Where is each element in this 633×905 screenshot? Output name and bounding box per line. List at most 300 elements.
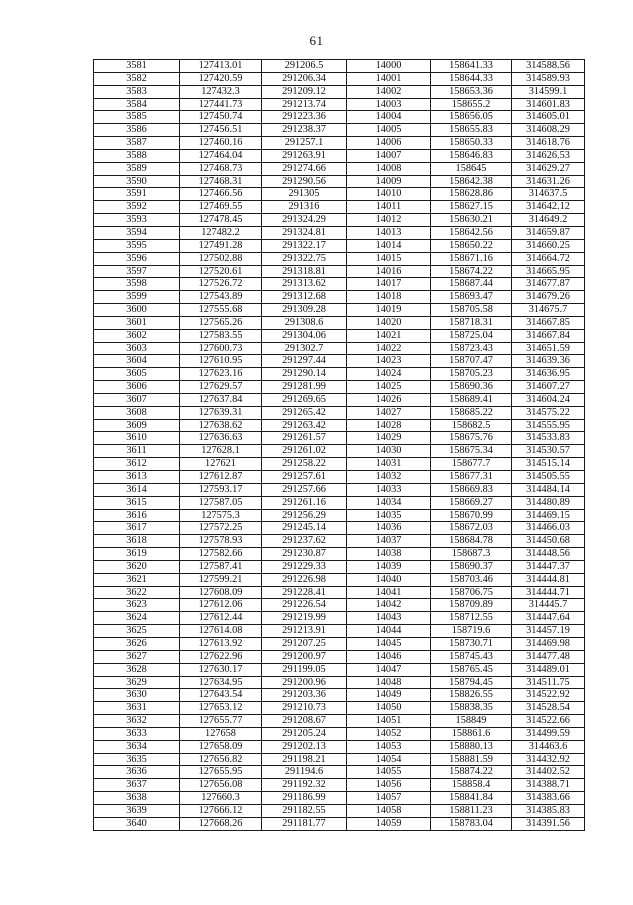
coord-x-a-cell: 127630.17 xyxy=(180,663,262,676)
coord-x-b-cell: 158693.47 xyxy=(431,291,512,304)
coord-y-a-cell: 291257.61 xyxy=(262,471,347,484)
coord-x-a-cell: 127655.95 xyxy=(180,766,262,779)
table-row xyxy=(94,291,585,304)
coord-x-a-cell: 127555.68 xyxy=(180,304,262,317)
coord-y-b-cell: 314466.03 xyxy=(512,522,585,535)
table-row xyxy=(94,188,585,201)
table-row xyxy=(94,663,585,676)
point-number-a-cell: 3636 xyxy=(94,766,180,779)
point-number-b-cell: 14007 xyxy=(347,149,431,162)
coord-y-a-cell: 291229.33 xyxy=(262,560,347,573)
point-number-a-cell: 3612 xyxy=(94,458,180,471)
coord-x-b-cell: 158838.35 xyxy=(431,702,512,715)
coord-y-b-cell: 314447.37 xyxy=(512,560,585,573)
table-row xyxy=(94,329,585,342)
coord-y-a-cell: 291207.25 xyxy=(262,637,347,650)
coord-x-b-cell: 158646.83 xyxy=(431,149,512,162)
point-number-b-cell: 14026 xyxy=(347,393,431,406)
table-row xyxy=(94,111,585,124)
coord-x-a-cell: 127638.62 xyxy=(180,419,262,432)
coord-y-a-cell: 291194.6 xyxy=(262,766,347,779)
coord-x-b-cell: 158709.89 xyxy=(431,599,512,612)
coord-x-a-cell: 127464.04 xyxy=(180,149,262,162)
point-number-a-cell: 3595 xyxy=(94,239,180,252)
point-number-b-cell: 14017 xyxy=(347,278,431,291)
coord-x-b-cell: 158685.22 xyxy=(431,406,512,419)
point-number-b-cell: 14010 xyxy=(347,188,431,201)
coord-y-a-cell: 291209.12 xyxy=(262,85,347,98)
coord-y-a-cell: 291263.91 xyxy=(262,149,347,162)
coord-x-b-cell: 158841.84 xyxy=(431,792,512,805)
point-number-a-cell: 3597 xyxy=(94,265,180,278)
point-number-b-cell: 14054 xyxy=(347,753,431,766)
point-number-a-cell: 3599 xyxy=(94,291,180,304)
coord-x-a-cell: 127582.66 xyxy=(180,548,262,561)
coord-x-b-cell: 158641.33 xyxy=(431,60,512,73)
point-number-b-cell: 14001 xyxy=(347,72,431,85)
point-number-a-cell: 3640 xyxy=(94,817,180,830)
coord-x-b-cell: 158826.55 xyxy=(431,689,512,702)
point-number-a-cell: 3628 xyxy=(94,663,180,676)
point-number-b-cell: 14005 xyxy=(347,124,431,137)
coord-x-a-cell: 127468.73 xyxy=(180,162,262,175)
point-number-b-cell: 14057 xyxy=(347,792,431,805)
point-number-a-cell: 3617 xyxy=(94,522,180,535)
coord-y-b-cell: 314599.1 xyxy=(512,85,585,98)
coord-y-b-cell: 314477.48 xyxy=(512,650,585,663)
table-row xyxy=(94,278,585,291)
table-row xyxy=(94,214,585,227)
coord-x-b-cell: 158690.37 xyxy=(431,560,512,573)
table-row xyxy=(94,381,585,394)
table-row xyxy=(94,740,585,753)
coord-y-a-cell: 291182.55 xyxy=(262,804,347,817)
coord-y-b-cell: 314604.24 xyxy=(512,393,585,406)
coord-y-b-cell: 314626.53 xyxy=(512,149,585,162)
coord-y-a-cell: 291228.41 xyxy=(262,586,347,599)
coord-x-a-cell: 127587.05 xyxy=(180,496,262,509)
coord-x-a-cell: 127666.12 xyxy=(180,804,262,817)
point-number-b-cell: 14051 xyxy=(347,715,431,728)
point-number-a-cell: 3638 xyxy=(94,792,180,805)
point-number-b-cell: 14022 xyxy=(347,342,431,355)
coord-y-a-cell: 291210.73 xyxy=(262,702,347,715)
coord-x-b-cell: 158630.21 xyxy=(431,214,512,227)
coord-y-b-cell: 314659.87 xyxy=(512,226,585,239)
table-row xyxy=(94,471,585,484)
table-row xyxy=(94,406,585,419)
point-number-a-cell: 3591 xyxy=(94,188,180,201)
coord-y-a-cell: 291261.16 xyxy=(262,496,347,509)
coord-x-a-cell: 127583.55 xyxy=(180,329,262,342)
point-number-b-cell: 14059 xyxy=(347,817,431,830)
point-number-a-cell: 3609 xyxy=(94,419,180,432)
point-number-b-cell: 14019 xyxy=(347,304,431,317)
coord-x-a-cell: 127634.95 xyxy=(180,676,262,689)
point-number-a-cell: 3621 xyxy=(94,573,180,586)
coord-y-b-cell: 314505.55 xyxy=(512,471,585,484)
coord-x-b-cell: 158687.3 xyxy=(431,548,512,561)
point-number-a-cell: 3586 xyxy=(94,124,180,137)
coord-y-b-cell: 314607.27 xyxy=(512,381,585,394)
point-number-a-cell: 3594 xyxy=(94,226,180,239)
coord-x-a-cell: 127593.17 xyxy=(180,483,262,496)
point-number-b-cell: 14023 xyxy=(347,355,431,368)
coord-y-a-cell: 291208.67 xyxy=(262,715,347,728)
coord-y-a-cell: 291223.36 xyxy=(262,111,347,124)
coord-x-b-cell: 158880.13 xyxy=(431,740,512,753)
point-number-b-cell: 14043 xyxy=(347,612,431,625)
table-row xyxy=(94,715,585,728)
coord-y-a-cell: 291316 xyxy=(262,201,347,214)
coord-y-a-cell: 291206.34 xyxy=(262,72,347,85)
coord-x-b-cell: 158765.45 xyxy=(431,663,512,676)
point-number-a-cell: 3598 xyxy=(94,278,180,291)
point-number-a-cell: 3582 xyxy=(94,72,180,85)
coord-x-b-cell: 158858.4 xyxy=(431,779,512,792)
table-row xyxy=(94,85,585,98)
point-number-a-cell: 3606 xyxy=(94,381,180,394)
point-number-a-cell: 3616 xyxy=(94,509,180,522)
table-row xyxy=(94,98,585,111)
point-number-b-cell: 14000 xyxy=(347,60,431,73)
point-number-a-cell: 3632 xyxy=(94,715,180,728)
coord-y-b-cell: 314402.52 xyxy=(512,766,585,779)
point-number-a-cell: 3626 xyxy=(94,637,180,650)
coord-y-b-cell: 314530.57 xyxy=(512,445,585,458)
table-row xyxy=(94,548,585,561)
coord-x-a-cell: 127612.06 xyxy=(180,599,262,612)
coord-x-b-cell: 158705.58 xyxy=(431,304,512,317)
coord-x-a-cell: 127468.31 xyxy=(180,175,262,188)
table-row xyxy=(94,162,585,175)
point-number-b-cell: 14014 xyxy=(347,239,431,252)
point-number-b-cell: 14024 xyxy=(347,368,431,381)
coord-y-b-cell: 314447.64 xyxy=(512,612,585,625)
point-number-a-cell: 3593 xyxy=(94,214,180,227)
point-number-a-cell: 3639 xyxy=(94,804,180,817)
table-row xyxy=(94,560,585,573)
coord-y-a-cell: 291198.21 xyxy=(262,753,347,766)
point-number-a-cell: 3630 xyxy=(94,689,180,702)
coord-y-a-cell: 291261.57 xyxy=(262,432,347,445)
coord-x-b-cell: 158670.99 xyxy=(431,509,512,522)
table-row xyxy=(94,72,585,85)
coord-x-a-cell: 127622.96 xyxy=(180,650,262,663)
coord-x-a-cell: 127575.3 xyxy=(180,509,262,522)
point-number-a-cell: 3618 xyxy=(94,535,180,548)
point-number-b-cell: 14012 xyxy=(347,214,431,227)
coord-y-b-cell: 314463.6 xyxy=(512,740,585,753)
table-row xyxy=(94,702,585,715)
point-number-a-cell: 3631 xyxy=(94,702,180,715)
coord-x-b-cell: 158783.04 xyxy=(431,817,512,830)
coord-x-a-cell: 127450.74 xyxy=(180,111,262,124)
point-number-b-cell: 14031 xyxy=(347,458,431,471)
coord-y-b-cell: 314575.22 xyxy=(512,406,585,419)
point-number-a-cell: 3629 xyxy=(94,676,180,689)
coord-x-a-cell: 127656.08 xyxy=(180,779,262,792)
table-row xyxy=(94,316,585,329)
coord-y-b-cell: 314450.68 xyxy=(512,535,585,548)
coord-y-b-cell: 314637.5 xyxy=(512,188,585,201)
coord-y-b-cell: 314588.56 xyxy=(512,60,585,73)
coord-y-a-cell: 291322.17 xyxy=(262,239,347,252)
point-number-b-cell: 14048 xyxy=(347,676,431,689)
point-number-a-cell: 3596 xyxy=(94,252,180,265)
coord-x-a-cell: 127608.09 xyxy=(180,586,262,599)
table-row xyxy=(94,689,585,702)
point-number-b-cell: 14027 xyxy=(347,406,431,419)
coord-y-b-cell: 314385.83 xyxy=(512,804,585,817)
coord-y-b-cell: 314605.01 xyxy=(512,111,585,124)
coord-x-a-cell: 127599.21 xyxy=(180,573,262,586)
coord-y-b-cell: 314499.59 xyxy=(512,727,585,740)
coord-y-b-cell: 314432.92 xyxy=(512,753,585,766)
coord-y-b-cell: 314639.36 xyxy=(512,355,585,368)
coord-x-a-cell: 127612.44 xyxy=(180,612,262,625)
table-row xyxy=(94,522,585,535)
coord-x-b-cell: 158672.03 xyxy=(431,522,512,535)
coord-y-b-cell: 314391.56 xyxy=(512,817,585,830)
coord-x-b-cell: 158669.83 xyxy=(431,483,512,496)
point-number-a-cell: 3611 xyxy=(94,445,180,458)
point-number-b-cell: 14030 xyxy=(347,445,431,458)
coord-x-b-cell: 158684.78 xyxy=(431,535,512,548)
coord-y-a-cell: 291263.42 xyxy=(262,419,347,432)
coord-y-a-cell: 291322.75 xyxy=(262,252,347,265)
point-number-b-cell: 14003 xyxy=(347,98,431,111)
coord-y-b-cell: 314555.95 xyxy=(512,419,585,432)
coord-y-b-cell: 314677.87 xyxy=(512,278,585,291)
coord-y-b-cell: 314444.71 xyxy=(512,586,585,599)
table-row xyxy=(94,124,585,137)
coord-x-b-cell: 158689.41 xyxy=(431,393,512,406)
coord-y-b-cell: 314651.59 xyxy=(512,342,585,355)
coord-y-b-cell: 314601.83 xyxy=(512,98,585,111)
coord-y-b-cell: 314511.75 xyxy=(512,676,585,689)
coord-x-a-cell: 127612.87 xyxy=(180,471,262,484)
point-number-b-cell: 14044 xyxy=(347,625,431,638)
coord-x-b-cell: 158674.22 xyxy=(431,265,512,278)
coord-x-b-cell: 158650.22 xyxy=(431,239,512,252)
coord-x-a-cell: 127655.77 xyxy=(180,715,262,728)
point-number-b-cell: 14045 xyxy=(347,637,431,650)
coord-y-a-cell: 291312.68 xyxy=(262,291,347,304)
table-row xyxy=(94,727,585,740)
coord-y-a-cell: 291324.81 xyxy=(262,226,347,239)
coord-x-a-cell: 127460.16 xyxy=(180,137,262,150)
coord-x-a-cell: 127660.3 xyxy=(180,792,262,805)
point-number-b-cell: 14052 xyxy=(347,727,431,740)
coord-y-b-cell: 314636.95 xyxy=(512,368,585,381)
coord-y-a-cell: 291202.13 xyxy=(262,740,347,753)
coord-y-b-cell: 314484.14 xyxy=(512,483,585,496)
coord-y-a-cell: 291200.97 xyxy=(262,650,347,663)
coord-y-a-cell: 291265.42 xyxy=(262,406,347,419)
coord-x-b-cell: 158650.33 xyxy=(431,137,512,150)
table-row xyxy=(94,60,585,73)
coord-y-b-cell: 314522.66 xyxy=(512,715,585,728)
table-row xyxy=(94,804,585,817)
point-number-a-cell: 3620 xyxy=(94,560,180,573)
coord-y-a-cell: 291199.05 xyxy=(262,663,347,676)
coord-x-a-cell: 127656.82 xyxy=(180,753,262,766)
coord-y-b-cell: 314445.7 xyxy=(512,599,585,612)
point-number-a-cell: 3635 xyxy=(94,753,180,766)
coord-y-b-cell: 314448.56 xyxy=(512,548,585,561)
coord-y-b-cell: 314589.93 xyxy=(512,72,585,85)
coord-x-b-cell: 158690.36 xyxy=(431,381,512,394)
coord-x-b-cell: 158849 xyxy=(431,715,512,728)
point-number-b-cell: 14015 xyxy=(347,252,431,265)
coord-y-a-cell: 291213.74 xyxy=(262,98,347,111)
coord-x-b-cell: 158706.75 xyxy=(431,586,512,599)
table-row xyxy=(94,573,585,586)
coord-y-b-cell: 314667.84 xyxy=(512,329,585,342)
coord-x-b-cell: 158656.05 xyxy=(431,111,512,124)
coord-y-a-cell: 291257.1 xyxy=(262,137,347,150)
coord-y-b-cell: 314629.27 xyxy=(512,162,585,175)
point-number-a-cell: 3622 xyxy=(94,586,180,599)
coord-y-b-cell: 314480.89 xyxy=(512,496,585,509)
coord-y-a-cell: 291318.81 xyxy=(262,265,347,278)
coord-y-b-cell: 314383.66 xyxy=(512,792,585,805)
point-number-a-cell: 3613 xyxy=(94,471,180,484)
point-number-a-cell: 3615 xyxy=(94,496,180,509)
coord-x-a-cell: 127658 xyxy=(180,727,262,740)
point-number-b-cell: 14011 xyxy=(347,201,431,214)
coord-x-a-cell: 127478.45 xyxy=(180,214,262,227)
coord-y-a-cell: 291313.62 xyxy=(262,278,347,291)
coord-x-a-cell: 127600.73 xyxy=(180,342,262,355)
coord-y-a-cell: 291261.02 xyxy=(262,445,347,458)
page-number: 61 xyxy=(309,33,324,48)
table-row xyxy=(94,599,585,612)
point-number-a-cell: 3619 xyxy=(94,548,180,561)
point-number-a-cell: 3604 xyxy=(94,355,180,368)
point-number-a-cell: 3590 xyxy=(94,175,180,188)
table-row xyxy=(94,201,585,214)
coord-y-b-cell: 314667.85 xyxy=(512,316,585,329)
coord-x-a-cell: 127610.95 xyxy=(180,355,262,368)
coord-x-a-cell: 127466.56 xyxy=(180,188,262,201)
coord-y-a-cell: 291238.37 xyxy=(262,124,347,137)
coord-y-b-cell: 314675.7 xyxy=(512,304,585,317)
coord-x-b-cell: 158719.6 xyxy=(431,625,512,638)
table-row xyxy=(94,419,585,432)
coord-x-b-cell: 158705.23 xyxy=(431,368,512,381)
point-number-b-cell: 14046 xyxy=(347,650,431,663)
coord-y-a-cell: 291258.22 xyxy=(262,458,347,471)
coord-y-a-cell: 291200.96 xyxy=(262,676,347,689)
coord-x-b-cell: 158718.31 xyxy=(431,316,512,329)
point-number-b-cell: 14013 xyxy=(347,226,431,239)
coord-x-a-cell: 127502.88 xyxy=(180,252,262,265)
table-row xyxy=(94,753,585,766)
point-number-b-cell: 14036 xyxy=(347,522,431,535)
table-row xyxy=(94,637,585,650)
point-number-a-cell: 3588 xyxy=(94,149,180,162)
coord-x-b-cell: 158811.23 xyxy=(431,804,512,817)
coord-x-b-cell: 158645 xyxy=(431,162,512,175)
point-number-b-cell: 14016 xyxy=(347,265,431,278)
point-number-b-cell: 14029 xyxy=(347,432,431,445)
coord-x-a-cell: 127636.63 xyxy=(180,432,262,445)
table-row xyxy=(94,304,585,317)
coord-y-a-cell: 291290.56 xyxy=(262,175,347,188)
coord-y-b-cell: 314618.76 xyxy=(512,137,585,150)
point-number-b-cell: 14009 xyxy=(347,175,431,188)
point-number-a-cell: 3624 xyxy=(94,612,180,625)
coord-y-b-cell: 314489.01 xyxy=(512,663,585,676)
coord-y-b-cell: 314388.71 xyxy=(512,779,585,792)
point-number-b-cell: 14008 xyxy=(347,162,431,175)
coord-y-a-cell: 291230.87 xyxy=(262,548,347,561)
table-row xyxy=(94,239,585,252)
coord-x-b-cell: 158628.86 xyxy=(431,188,512,201)
table-row xyxy=(94,355,585,368)
point-number-a-cell: 3584 xyxy=(94,98,180,111)
table-row xyxy=(94,149,585,162)
point-number-b-cell: 14039 xyxy=(347,560,431,573)
coord-y-b-cell: 314528.54 xyxy=(512,702,585,715)
point-number-a-cell: 3608 xyxy=(94,406,180,419)
point-number-b-cell: 14025 xyxy=(347,381,431,394)
table-row xyxy=(94,445,585,458)
coord-x-a-cell: 127668.26 xyxy=(180,817,262,830)
coord-y-b-cell: 314679.26 xyxy=(512,291,585,304)
point-number-b-cell: 14020 xyxy=(347,316,431,329)
table-row xyxy=(94,483,585,496)
coord-y-a-cell: 291226.98 xyxy=(262,573,347,586)
coord-x-a-cell: 127565.26 xyxy=(180,316,262,329)
coord-x-b-cell: 158655.2 xyxy=(431,98,512,111)
coord-x-a-cell: 127628.1 xyxy=(180,445,262,458)
point-number-a-cell: 3627 xyxy=(94,650,180,663)
table-row xyxy=(94,265,585,278)
coord-y-a-cell: 291181.77 xyxy=(262,817,347,830)
point-number-b-cell: 14056 xyxy=(347,779,431,792)
coord-x-b-cell: 158653.36 xyxy=(431,85,512,98)
point-number-b-cell: 14033 xyxy=(347,483,431,496)
point-number-a-cell: 3637 xyxy=(94,779,180,792)
coord-y-b-cell: 314457.19 xyxy=(512,625,585,638)
point-number-a-cell: 3607 xyxy=(94,393,180,406)
coord-x-a-cell: 127643.54 xyxy=(180,689,262,702)
point-number-a-cell: 3603 xyxy=(94,342,180,355)
coord-x-a-cell: 127441.73 xyxy=(180,98,262,111)
coord-y-a-cell: 291305 xyxy=(262,188,347,201)
point-number-a-cell: 3602 xyxy=(94,329,180,342)
coord-x-b-cell: 158723.43 xyxy=(431,342,512,355)
coord-x-b-cell: 158677.7 xyxy=(431,458,512,471)
coord-x-b-cell: 158671.16 xyxy=(431,252,512,265)
coord-y-b-cell: 314649.2 xyxy=(512,214,585,227)
coord-x-a-cell: 127469.55 xyxy=(180,201,262,214)
point-number-b-cell: 14028 xyxy=(347,419,431,432)
point-number-a-cell: 3625 xyxy=(94,625,180,638)
point-number-b-cell: 14035 xyxy=(347,509,431,522)
coord-x-a-cell: 127432.3 xyxy=(180,85,262,98)
table-row xyxy=(94,496,585,509)
coord-x-b-cell: 158730.71 xyxy=(431,637,512,650)
point-number-a-cell: 3623 xyxy=(94,599,180,612)
point-number-b-cell: 14037 xyxy=(347,535,431,548)
coord-x-a-cell: 127653.12 xyxy=(180,702,262,715)
coord-x-a-cell: 127482.2 xyxy=(180,226,262,239)
table-row xyxy=(94,612,585,625)
